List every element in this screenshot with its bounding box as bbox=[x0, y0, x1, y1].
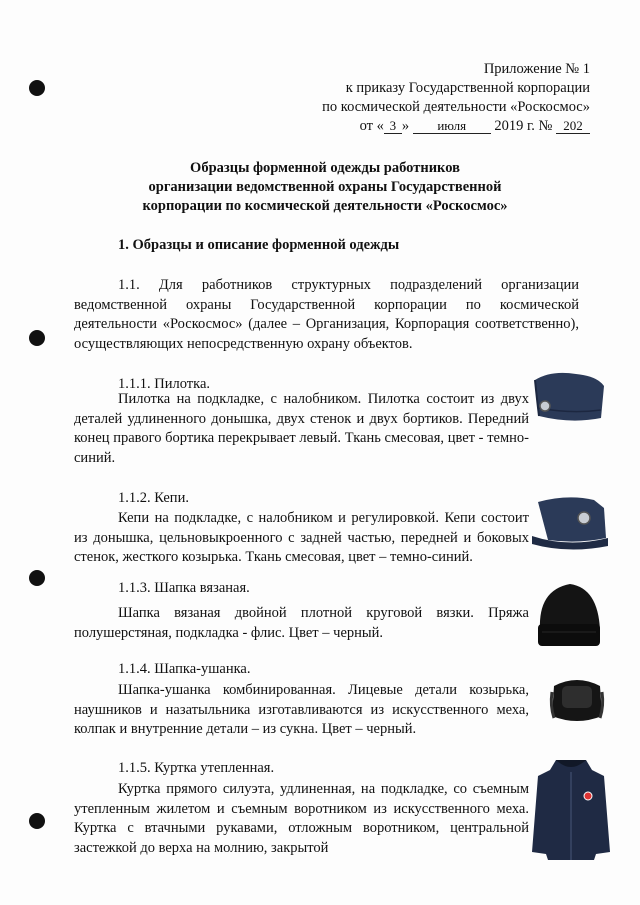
item-text-ushanka: Шапка-ушанка комбинированная. Лицевые детали козырька, наушников и назатыльника изготавливаются из искусственного меха, колпак и внутренние детали – из сукна. Цвет – черный. bbox=[74, 682, 529, 737]
date-month: июля bbox=[413, 119, 491, 134]
pilotka-image bbox=[531, 368, 607, 426]
header-date-line: от « 3 » июля 2019 г. № 202 bbox=[280, 117, 590, 136]
item-heading-kepi: 1.1.2. Кепи. bbox=[118, 490, 189, 506]
document-title: Образцы форменной одежды работников организации ведомственной охраны Государственной корпорации по космической деятельности «Роскосмос» bbox=[142, 160, 508, 214]
intro-paragraph: 1.1. Для работников структурных подразделений организации ведомственной охраны Государственной корпорации по космической деятельности «Роскосмос» (далее – Организация, Корпорация соответственно), осуществляющих непосредственную охрану объектов. bbox=[74, 277, 579, 352]
punch-hole-3 bbox=[29, 570, 45, 586]
item-heading-knit-hat: 1.1.3. Шапка вязаная. bbox=[118, 580, 250, 596]
header-line-2: к приказу Государственной корпорации bbox=[345, 80, 590, 96]
header-line-3: по космической деятельности «Роскосмос» bbox=[322, 99, 590, 115]
ushanka-image bbox=[548, 672, 606, 728]
item-text-pilotka: Пилотка на подкладке, с налобником. Пилотка состоит из двух деталей удлиненного донышка, двух стенок и двух бортиков. Передний конец правого бортика перекрывает левый. Ткань смесовая, цвет - темно-синий. bbox=[74, 391, 529, 466]
kepi-image bbox=[528, 494, 610, 554]
item-heading-jacket: 1.1.5. Куртка утепленная. bbox=[118, 760, 275, 776]
date-year: 2019 г. bbox=[494, 118, 535, 134]
knit-hat-image bbox=[534, 580, 604, 648]
punch-hole-1 bbox=[29, 80, 45, 96]
item-heading-pilotka: 1.1.1. Пилотка. bbox=[118, 376, 210, 392]
date-day: 3 bbox=[384, 119, 402, 134]
item-heading-ushanka: 1.1.4. Шапка-ушанка. bbox=[118, 661, 251, 677]
appendix-header bbox=[280, 60, 590, 136]
item-text-jacket: Куртка прямого силуэта, удлиненная, на подкладке, со съемным утепленным жилетом и съемным воротником из искусственного меха. Куртка с втачными рукавами, отложным воротником, центральной застежкой до верха на молнию, закрытой bbox=[74, 781, 529, 856]
section-heading: 1. Образцы и описание форменной одежды bbox=[118, 237, 400, 253]
item-text-knit-hat: Шапка вязаная двойной плотной круговой вязки. Пряжа полушерстяная, подкладка - флис. Цвет – черный. bbox=[74, 605, 529, 641]
jacket-image bbox=[530, 756, 612, 860]
punch-hole-2 bbox=[29, 330, 45, 346]
header-line-1: Приложение № 1 bbox=[483, 61, 590, 77]
order-number: 202 bbox=[556, 119, 590, 134]
item-text-kepi: Кепи на подкладке, с налобником и регулировкой. Кепи состоит из донышка, цельновыкроенного с задней частью, передней и боковых стенок, жесткого козырька. Ткань смесовая, цвет – темно-синий. bbox=[74, 510, 529, 565]
punch-hole-4 bbox=[29, 813, 45, 829]
